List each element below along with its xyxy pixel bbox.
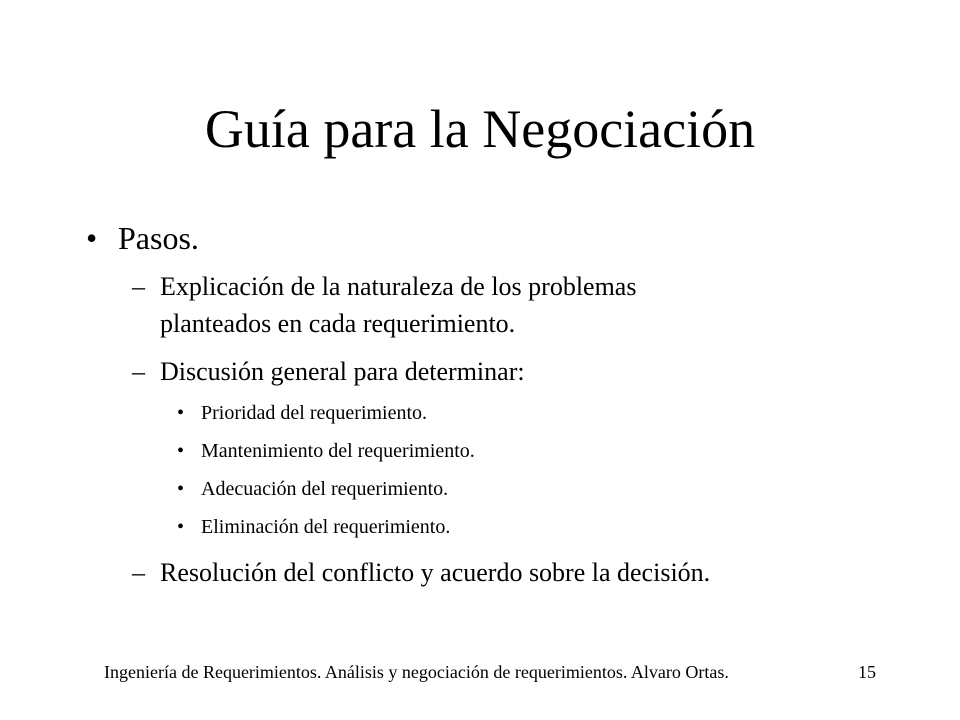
sub-item-text-line2: planteados en cada requerimiento. <box>160 309 516 338</box>
bullet-icon: • <box>177 440 185 462</box>
page-number: 15 <box>858 662 876 682</box>
bullet-icon: • <box>177 516 185 538</box>
sub-item-text: Discusión general para determinar: <box>160 357 525 386</box>
dash-icon: – <box>132 272 145 301</box>
sub-sub-item-text: Mantenimiento del requerimiento. <box>201 440 475 462</box>
sub-sub-item-text: Prioridad del requerimiento. <box>201 402 428 424</box>
bullet-icon: • <box>177 478 185 500</box>
bullet-item-text: Pasos. <box>118 220 199 256</box>
slide-title: Guía para la Negociación <box>204 99 756 159</box>
bullet-icon: • <box>177 402 185 424</box>
sub-item-text: Resolución del conflicto y acuerdo sobre la decisión. <box>160 558 711 587</box>
footer-text: Ingeniería de Requerimientos. Análisis y negociación de requerimientos. Alvaro Ortas. <box>104 662 729 682</box>
sub-item-text-line1: Explicación de la naturaleza de los problemas <box>160 272 637 301</box>
bullet-icon: • <box>86 220 98 256</box>
sub-sub-item-text: Adecuación del requerimiento. <box>201 478 449 500</box>
dash-icon: – <box>132 357 145 386</box>
dash-icon: – <box>132 558 145 587</box>
sub-sub-item-text: Eliminación del requerimiento. <box>201 516 451 538</box>
